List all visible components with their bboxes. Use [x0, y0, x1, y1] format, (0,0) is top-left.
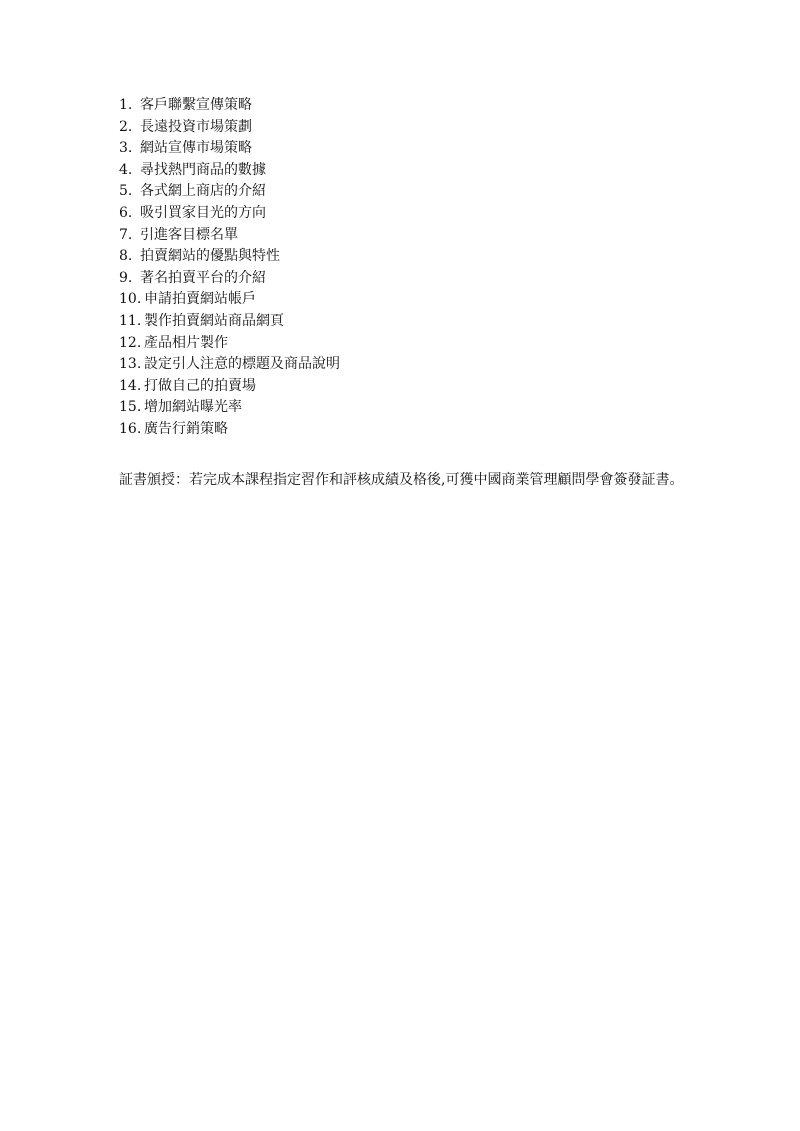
list-item	[119, 225, 340, 247]
list-item-number: 13.	[119, 356, 142, 373]
list-item	[119, 160, 340, 182]
list-item	[119, 246, 340, 268]
list-item-text: 增加網站曝光率	[144, 399, 242, 416]
list-item-text: 製作拍賣網站商品網頁	[144, 312, 284, 329]
list-item-text: 拍賣網站的優點與特性	[140, 248, 280, 265]
list-item	[119, 354, 340, 376]
certificate-paragraph: 証書頒授：若完成本課程指定習作和評核成績及格後,可獲中國商業管理顧問學會簽發証書。	[119, 472, 684, 488]
list-item-text: 打做自己的拍賣場	[144, 377, 256, 394]
list-item	[119, 397, 340, 419]
list-item-text: 客戶聯繫宣傳策略	[140, 97, 252, 113]
course-outline-list	[119, 95, 340, 441]
list-item	[119, 289, 340, 311]
list-item-number: 6.	[119, 204, 133, 221]
list-item-text: 尋找熱門商品的數據	[140, 161, 266, 178]
list-item-text: 吸引買家目光的方向	[140, 204, 266, 221]
list-item-number: 10.	[119, 291, 142, 308]
list-item	[119, 268, 340, 290]
list-item-text: 設定引人注意的標題及商品說明	[144, 356, 340, 373]
list-item-text: 網站宣傳市場策略	[140, 140, 252, 157]
list-item-number: 16.	[119, 420, 142, 437]
list-item-number: 1.	[119, 97, 133, 113]
list-item	[119, 311, 340, 333]
list-item-number: 4.	[119, 161, 133, 178]
list-item-number: 12.	[119, 334, 142, 351]
list-item	[119, 376, 340, 398]
list-item-text: 各式網上商店的介紹	[140, 183, 266, 200]
list-item	[119, 333, 340, 355]
list-item-number: 11.	[119, 312, 142, 329]
list-item-text: 申請拍賣網站帳戶	[144, 291, 256, 308]
list-item-number: 5.	[119, 183, 133, 200]
list-item-text: 引進客目標名單	[140, 226, 238, 243]
list-item	[119, 203, 340, 225]
list-item	[119, 117, 340, 139]
list-item	[119, 181, 340, 203]
list-item-number: 15.	[119, 399, 142, 416]
list-item-text: 產品相片製作	[144, 334, 228, 351]
list-item	[119, 95, 340, 117]
list-item-number: 14.	[119, 377, 142, 394]
list-item-number: 3.	[119, 140, 133, 157]
list-item-number: 9.	[119, 269, 133, 286]
list-item-text: 著名拍賣平台的介紹	[140, 269, 266, 286]
list-item-number: 2.	[119, 118, 133, 135]
list-item-number: 8.	[119, 248, 133, 265]
list-item	[119, 138, 340, 160]
list-item-text: 廣告行銷策略	[144, 420, 228, 437]
list-item-text: 長遠投資市場策劃	[140, 118, 252, 135]
list-item-number: 7.	[119, 226, 133, 243]
list-item	[119, 419, 340, 441]
